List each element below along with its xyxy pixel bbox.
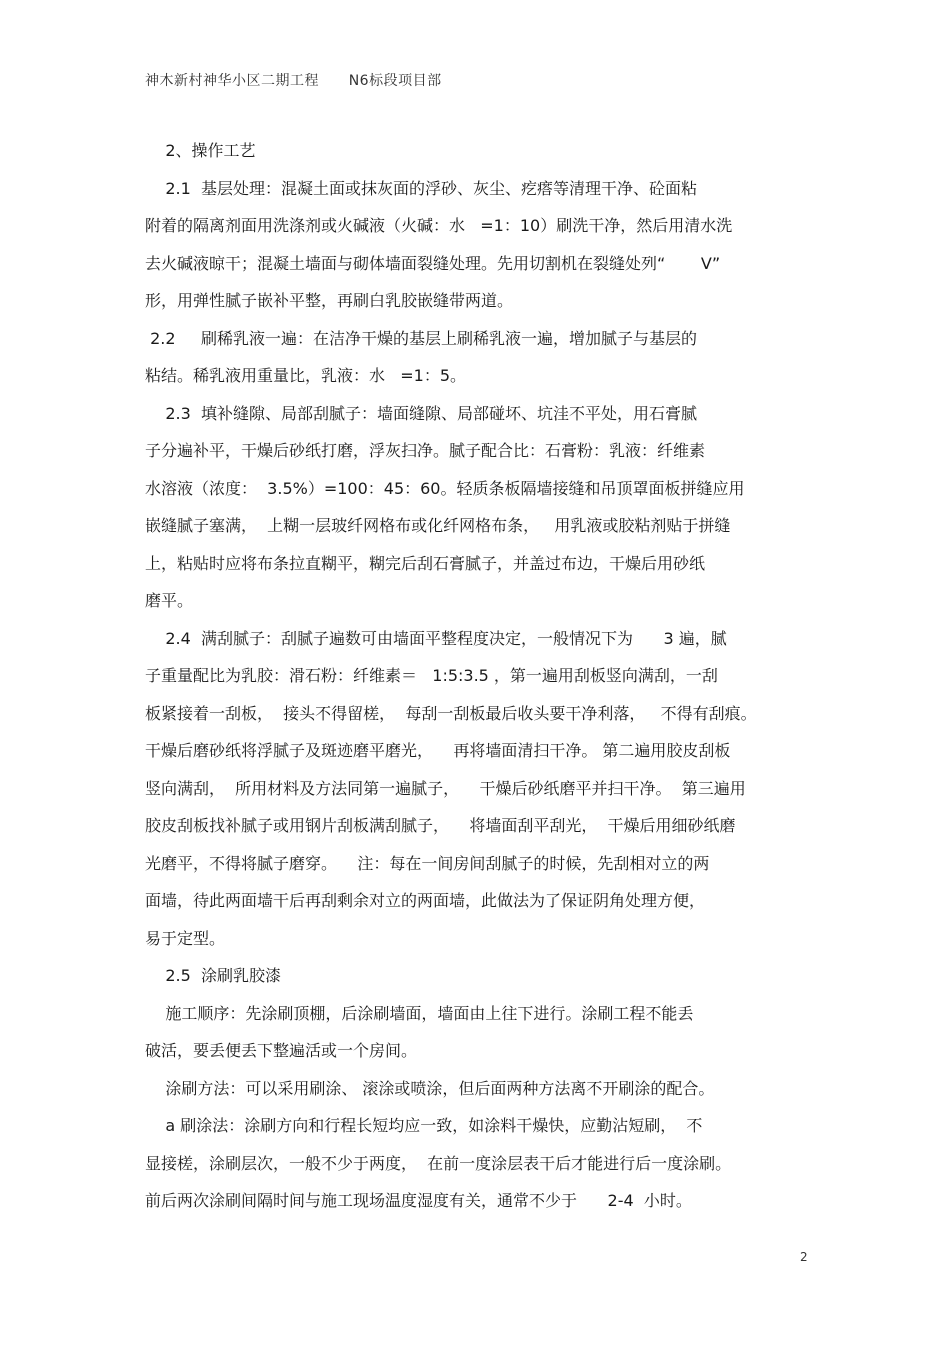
text-line: 施工顺序：先涂刷顶棚，后涂刷墙面，墙面由上往下进行。涂刷工程不能丢 <box>145 1003 694 1023</box>
text-line: 2.5 涂刷乳胶漆 <box>145 966 281 985</box>
text-line: 2、操作工艺 <box>145 141 256 160</box>
text-line: 2.1 基层处理：混凝土面或抹灰面的浮砂、灰尘、疙瘩等清理干净、砼面粘 <box>145 178 697 198</box>
text-line: 光磨平，不得将腻子磨穿。 注：每在一间房间刮腻子的时候，先刮相对立的两 <box>145 853 710 873</box>
header-project: 神木新村神华小区二期工程 <box>145 73 319 89</box>
text-line: 子重量配比为乳胶：滑石粉：纤维素＝ 1:5:3.5 ，第一遍用刮板竖向满刮，一刮 <box>145 666 718 685</box>
text-line: 易于定型。 <box>145 928 226 948</box>
text-line: 子分遍补平，干燥后砂纸打磨，浮灰扫净。腻子配合比：石膏粉：乳液：纤维素 <box>145 441 706 460</box>
page-header <box>145 70 442 90</box>
text-line: 前后两次涂刷间隔时间与施工现场温度湿度有关，通常不少于 2-4 小时。 <box>145 1191 692 1210</box>
text-line: 破活，要丢便丢下整遍活或一个房间。 <box>145 1041 418 1060</box>
body-text <box>145 132 810 1220</box>
text-line: 形，用弹性腻子嵌补平整，再刷白乳胶嵌缝带两道。 <box>145 291 514 310</box>
text-line: 胶皮刮板找补腻子或用钢片刮板满刮腻子， 将墙面刮平刮光， 干燥后用细砂纸磨 <box>145 816 736 835</box>
text-line: a 刷涂法：涂刷方向和行程长短均应一致，如涂料干燥快，应勤沾短刷， 不 <box>145 1116 703 1135</box>
text-line: 干燥后磨砂纸将浮腻子及斑迹磨平磨光， 再将墙面清扫干净。 第二遍用胶皮刮板 <box>145 741 731 760</box>
text-line: 嵌缝腻子塞满， 上糊一层玻纤网格布或化纤网格布条， 用乳液或胶粘剂贴于拼缝 <box>145 516 731 535</box>
text-line: 去火碱液晾干；混凝土墙面与砌体墙面裂缝处理。先用切割机在裂缝处列“ V” <box>145 253 721 273</box>
page-number: 2 <box>800 1250 808 1264</box>
text-line: 水溶液（浓度： 3.5%）=100：45：60。轻质条板隔墙接缝和吊顶罩面板拼缝应用 <box>145 478 745 498</box>
text-line: 2.3 填补缝隙、局部刮腻子：墙面缝隙、局部碰坏、坑洼不平处，用石膏腻 <box>145 403 697 423</box>
text-line: 上，粘贴时应将布条拉直糊平，糊完后刮石膏腻子，并盖过布边，干燥后用砂纸 <box>145 553 706 573</box>
text-line: 粘结。稀乳液用重量比，乳液：水 =1：5。 <box>145 366 467 385</box>
text-line: 板紧接着一刮板， 接头不得留槎， 每刮一刮板最后收头要干净利落， 不得有刮痕。 <box>145 703 757 723</box>
text-line: 显接槎，涂刷层次，一般不少于两度， 在前一度涂层表干后才能进行后一度涂刷。 <box>145 1153 732 1173</box>
text-line: 磨平。 <box>145 591 194 610</box>
text-line: 附着的隔离剂面用洗涤剂或火碱液（火碱：水 =1：10）刷洗干净，然后用清水洗 <box>145 216 733 235</box>
text-line: 2.4 满刮腻子：刮腻子遍数可由墙面平整程度决定，一般情况下为 3 遍，腻 <box>145 628 727 648</box>
text-line: 面墙，待此两面墙干后再刮剩余对立的两面墙，此做法为了保证阴角处理方便， <box>145 891 706 910</box>
text-line: 2.2 刷稀乳液一遍：在洁净干燥的基层上刷稀乳液一遍，增加腻子与基层的 <box>145 328 697 348</box>
text-line: 涂刷方法：可以采用刷涂、 滚涂或喷涂，但后面两种方法离不开刷涂的配合。 <box>145 1078 715 1098</box>
header-department: N6标段项目部 <box>348 73 442 89</box>
text-line: 竖向满刮， 所用材料及方法同第一遍腻子， 干燥后砂纸磨平并扫干净。 第三遍用 <box>145 778 746 798</box>
